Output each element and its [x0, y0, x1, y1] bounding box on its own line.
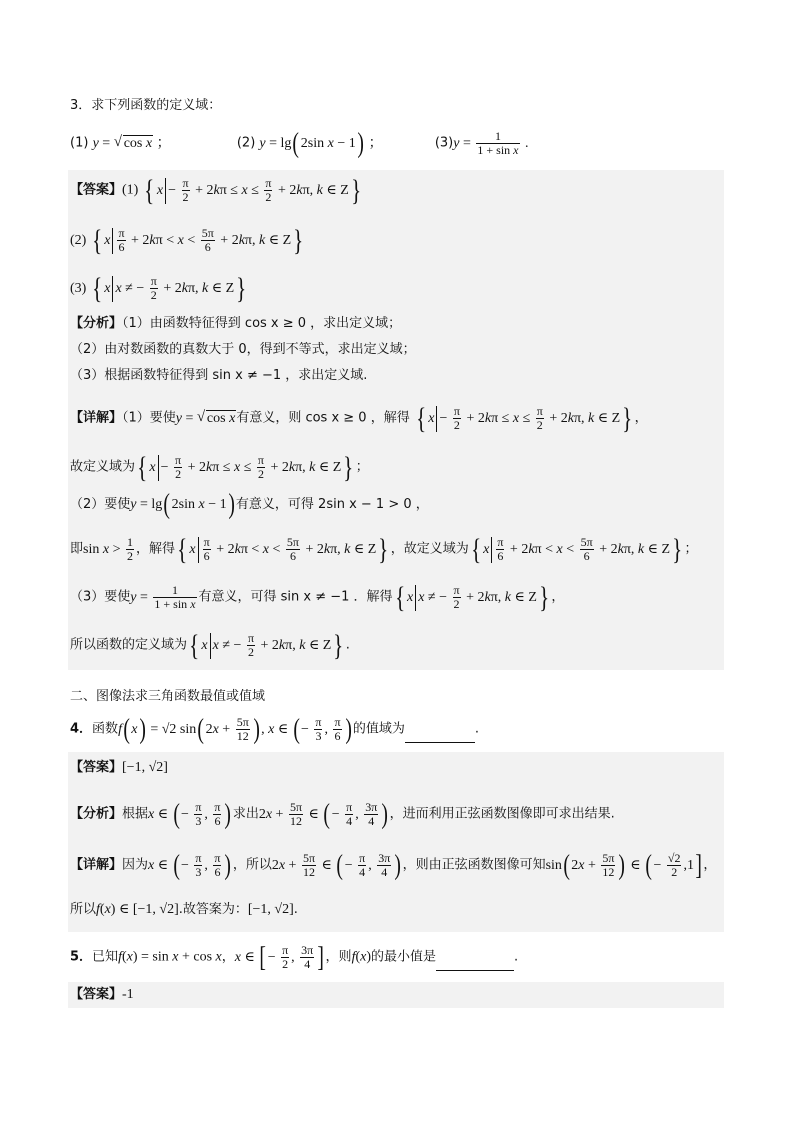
- text: 已知: [92, 949, 119, 965]
- text: ，所以: [232, 857, 272, 873]
- text: ，故定义域为: [390, 541, 469, 557]
- text: ，: [703, 857, 717, 873]
- text: ，则: [325, 949, 352, 965]
- answer-label: 【答案】: [70, 182, 123, 198]
- q3-title: 3．求下列函数的定义域：: [70, 98, 222, 113]
- text: .: [345, 637, 350, 653]
- question-number: 5．: [70, 949, 93, 965]
- detail-label: 【详解】: [70, 410, 123, 426]
- text: 求出: [232, 806, 259, 822]
- text: （1）要使: [122, 410, 176, 426]
- q3-analysis2: （2）由对数函数的真数大于 0，得到不等式，求出定义域；: [70, 342, 416, 357]
- answer-blank: [436, 956, 514, 971]
- text: 因为: [122, 857, 149, 873]
- text: .: [514, 949, 519, 965]
- q5-answer: [70, 985, 134, 1005]
- text: .: [293, 902, 298, 917]
- answer-blank: [405, 728, 475, 743]
- text: 所以: [70, 902, 97, 917]
- text: ，进而利用正弦函数图像即可求出结果.: [389, 806, 615, 822]
- text: （3）要使: [70, 589, 131, 605]
- answer-label: 【答案】: [70, 760, 123, 775]
- text: ，: [551, 589, 565, 605]
- text: .故答案为：: [178, 902, 248, 917]
- q3-detail1: 【详解】（1）要使y = √ cos x有意义，则 cos x ≥ 0 ，解得 { x − $\frac{\pi}{2}$ + 2kπ ≤ x ≤ $\frac{\pi}{2}$ + 2kπ, k ∈ Z} ，: [70, 405, 648, 432]
- text: 有意义，则 cos x ≥ 0 ，解得: [236, 410, 410, 426]
- q5-solution-block: [68, 982, 724, 1008]
- analysis-label: 【分析】: [70, 806, 123, 822]
- text: ；: [355, 459, 369, 475]
- q3-detail5: （3）要使y = $\frac{1}{\text{1 + sin x}}$ 有意义，可得 sin x ≠ −1 ．解得{ x x ≠ − $\frac{\pi}{2}$ + 2kπ, k ∈ Z} ，: [70, 580, 565, 614]
- analysis-label: 【分析】: [70, 316, 123, 331]
- text: 函数: [92, 721, 119, 737]
- q4-analysis: 【分析】根据x ∈ (− $\frac{\pi}{3}$ , $\frac{\pi}{6}$ )求出2x + $\frac{5\pi}{12}$ ∈ (− $\frac{\pi}{4}$ , $\frac{3\pi}{4}$ )，进而利用正弦函数图像即可求出结果.: [70, 798, 615, 830]
- q3-answer3: (3) { x x ≠ − $\frac{\pi}{2}$ + 2kπ, k ∈ Z}: [70, 271, 247, 305]
- answer-label: 【答案】: [70, 987, 123, 1002]
- q4-detail2: 所以f(x) ∈ [−1, √2].故答案为：[−1, √2].: [70, 902, 298, 917]
- q3-detail6: 所以函数的定义域为{ x x ≠ − $\frac{\pi}{2}$ + 2kπ, k ∈ Z} .: [70, 628, 350, 662]
- q3-part1-label: (1): [70, 135, 89, 151]
- text: 根据: [122, 806, 149, 822]
- q3-analysis3: （3）根据函数特征得到 sin x ≠ −1 ，求出定义域.: [70, 368, 368, 383]
- q3-parts: [70, 127, 529, 159]
- text: 即: [70, 541, 84, 557]
- text: 的最小值是: [371, 949, 437, 965]
- q3-part2-label: (2): [236, 135, 256, 151]
- text: 的值域为: [352, 721, 405, 737]
- q3-detail3: （2）要使y = lg(2sin x − 1)有意义，可得 2sin x − 1 > 0 ，: [70, 489, 429, 520]
- q4-detail1: 【详解】因为x ∈ (− $\frac{\pi}{3}$ , $\frac{\pi}{6}$ )，所以2x + $\frac{5\pi}{12}$ ∈ (− $\frac{\pi}{4}$ , $\frac{3\pi}{4}$ )，则由正弦函数图像可知sin(2x + $\frac{5\pi}{12}$ ) ∈ (− $\frac{√2}{2}$ ,1]，: [70, 849, 717, 881]
- text: ，: [221, 949, 235, 965]
- text: 故定义域为: [70, 459, 136, 475]
- section-heading: 二、图像法求三角函数最值或值域: [70, 689, 266, 704]
- q5-stem: 5．已知f(x) = sin x + cos x，x ∈ [− $\frac{\pi}{2}$ , $\frac{3\pi}{4}$ ]，则f(x)的最小值是 .: [70, 941, 519, 973]
- q4-answer: [70, 758, 168, 778]
- q3-part3-func: y = $\frac{1}{\text{1 + sin x}}$ .: [453, 129, 529, 157]
- q4-stem: 4．函数f(x) = √2 sin(2x + $\frac{5\pi}{12}$ ), x ∈ (− $\frac{\pi}{3}$ , $\frac{\pi}{6}$ )的值域为 .: [70, 713, 480, 745]
- detail-label: 【详解】: [70, 857, 123, 873]
- analysis-text: （1）由函数特征得到 cos x ≥ 0 ，求出定义域；: [122, 316, 402, 331]
- text: ，解得: [135, 541, 175, 557]
- q3-part1-func: y = √ cos x ；: [93, 136, 171, 151]
- q3-detail2: 故定义域为{ x − $\frac{\pi}{2}$ + 2kπ ≤ x ≤ $\frac{\pi}{2}$ + 2kπ, k ∈ Z} ；: [70, 450, 369, 484]
- answer-value: -1: [122, 987, 134, 1002]
- q3-part3-label: (3): [434, 135, 454, 151]
- q3-part2-func: y = lg(2sin x − 1) ；: [259, 127, 383, 159]
- text: 有意义，可得 sin x ≠ −1 ．解得: [198, 589, 393, 605]
- q3-answer2: (2) { x $\frac{\pi}{6}$ + 2kπ < x < $\frac{5\pi}{6}$ + 2kπ, k ∈ Z}: [70, 223, 304, 257]
- answer-value: [−1, √2]: [122, 760, 168, 775]
- text: 所以函数的定义域为: [70, 637, 188, 653]
- question-number: 4．: [70, 721, 93, 737]
- text: ，: [634, 410, 648, 426]
- text: ；: [684, 541, 698, 557]
- text: .: [474, 721, 480, 737]
- q3-answer1: 【答案】(1) { x − $\frac{\pi}{2}$ + 2kπ ≤ x ≤ $\frac{\pi}{2}$ + 2kπ, k ∈ Z}: [70, 173, 362, 207]
- text: 有意义，可得 2sin x − 1 > 0 ，: [235, 497, 429, 513]
- q3-analysis1: [70, 314, 401, 334]
- text: （2）要使: [70, 497, 131, 513]
- text: ，则由正弦函数图像可知: [402, 857, 546, 873]
- q3-detail4: 即sin x > $\frac{1}{2}$ ，解得{ x $\frac{\pi}{6}$ + 2kπ < x < $\frac{5\pi}{6}$ + 2kπ, k ∈ Z} ，故定义域为{ x $\frac{\pi}{6}$ + 2kπ < x < $\frac{5\pi}{6}$ + 2kπ, k ∈ Z} ；: [70, 532, 698, 566]
